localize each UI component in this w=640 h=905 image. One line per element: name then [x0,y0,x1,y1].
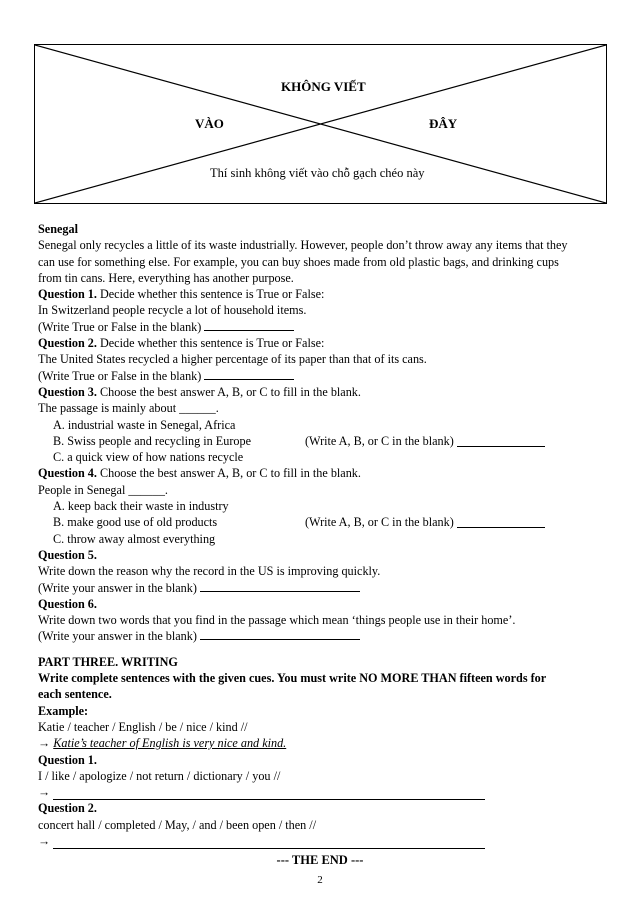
part3-instruction-1: Write complete sentences with the given cues. You must write NO MORE THAN fifteen words for [38,671,547,686]
writing-q1-cue: I / like / apologize / not return / dictionary / you // [38,768,281,783]
example-answer-line [38,735,604,751]
q1-statement: In Switzerland people recycle a lot of household items. [38,303,307,318]
arrow-icon: → [38,736,51,751]
q1-answer-prompt: (Write True or False in the blank) [38,319,202,334]
q1-label: Question 1. [38,287,97,302]
example-cue: Katie / teacher / English / be / nice / kind // [38,719,248,734]
q2-label: Question 2. [38,336,97,351]
exam-content [38,221,604,849]
writing-q2-answer-line [38,833,604,849]
q5-label: Question 5. [38,547,97,562]
q1-answer-line [38,319,604,335]
q3-answer-blank[interactable] [457,436,545,447]
no-write-box [34,44,607,204]
q6-answer-line [38,628,604,644]
q5-instruction: Write down the reason why the record in the US is improving quickly. [38,564,381,579]
arrow-icon: → [38,833,51,848]
end-marker: --- THE END --- [276,853,364,867]
q3-option-b: B. Swiss people and recycling in Europe [53,433,252,448]
writing-q2-label: Question 2. [38,801,97,816]
writing-q1-label: Question 1. [38,752,97,767]
page-number: 2 [317,874,323,886]
question-1 [38,286,604,302]
q2-answer-prompt: (Write True or False in the blank) [38,368,202,383]
q4-answer-prompt: (Write A, B, or C in the blank) [305,515,454,530]
q4-instruction: Choose the best answer A, B, or C to fill in the blank. [96,466,361,481]
arrow-icon: → [38,785,51,800]
passage-line-1: Senegal only recycles a little of its waste industrially. However, people don’t throw away any items that they [38,238,568,253]
q4-option-a: A. keep back their waste in industry [53,499,229,514]
q2-instruction: Decide whether this sentence is True or False: [96,336,325,351]
q4-option-c: C. throw away almost everything [53,531,216,546]
q4-stem: People in Senegal ______. [38,482,168,497]
q4-label: Question 4. [38,466,97,481]
box-right-text: ĐÂY [429,116,458,131]
passage-line-3: from tin cans. Here, everything has another purpose. [38,270,294,285]
box-left-text: VÀO [195,116,224,131]
example-label: Example: [38,703,89,718]
q4-answer-blank[interactable] [457,517,545,528]
q2-answer-blank[interactable] [204,369,294,380]
q1-answer-blank[interactable] [204,320,294,331]
q1-instruction: Decide whether this sentence is True or False: [96,287,325,302]
q4-option-b: B. make good use of old products [53,515,218,530]
q3-option-a: A. industrial waste in Senegal, Africa [53,417,236,432]
q5-answer-prompt: (Write your answer in the blank) [38,580,197,595]
writing-q1-answer-line [38,784,604,800]
q3-stem: The passage is mainly about ______. [38,401,219,416]
part3-heading: PART THREE. WRITING [38,654,178,669]
box-note: Thí sinh không viết vào chỗ gạch chéo này [210,166,425,180]
writing-q1-answer-blank[interactable] [53,789,485,800]
passage-line-2: can use for something else. For example, you can buy shoes made from old plastic bags, and drinking cups [38,254,559,269]
q6-answer-prompt: (Write your answer in the blank) [38,629,197,644]
box-top-text: KHÔNG VIẾT [281,79,366,94]
q5-answer-blank[interactable] [200,581,360,592]
q6-answer-blank[interactable] [200,629,360,640]
q3-answer-prompt: (Write A, B, or C in the blank) [305,433,454,448]
q4-option-b-row [38,514,604,530]
part3-instruction-2: each sentence. [38,687,112,702]
q3-option-c: C. a quick view of how nations recycle [53,450,244,465]
writing-q2-cue: concert hall / completed / May, / and / been open / then // [38,817,317,832]
writing-q2-answer-blank[interactable] [53,838,485,849]
q2-statement: The United States recycled a higher percentage of its paper than that of its cans. [38,352,427,367]
q3-label: Question 3. [38,384,97,399]
q3-instruction: Choose the best answer A, B, or C to fill in the blank. [96,384,361,399]
question-4 [38,465,604,481]
q2-answer-line [38,368,604,384]
q3-option-b-row [38,433,604,449]
q6-label: Question 6. [38,596,97,611]
q5-answer-line [38,580,604,596]
passage-title: Senegal [38,222,78,236]
question-3 [38,384,604,400]
q6-instruction: Write down two words that you find in the passage which mean ‘things people use in their home’. [38,613,516,628]
example-answer: Katie’s teacher of English is very nice and kind. [53,736,287,751]
question-2 [38,335,604,351]
